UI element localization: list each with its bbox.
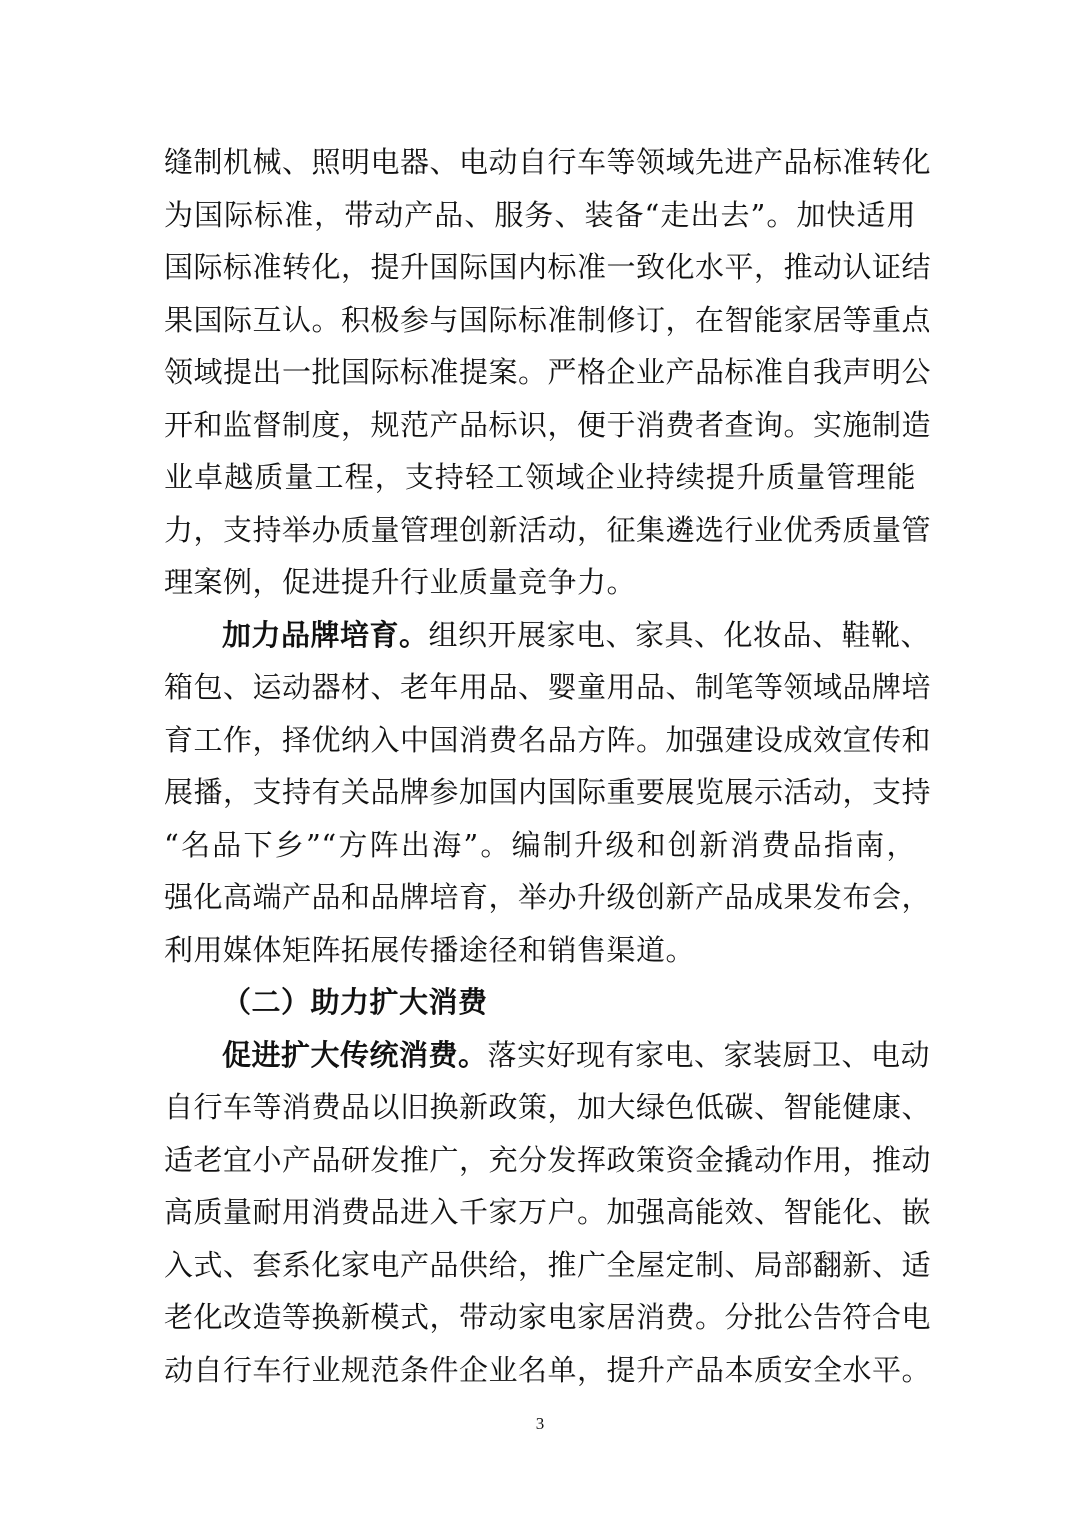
text-line: 育工作，择优纳入中国消费名品方阵。加强建设成效宣传和 [164,722,932,757]
text-line: 展播，支持有关品牌参加国内国际重要展览展示活动，支持 [164,775,932,809]
text-line: 力，支持举办质量管理创新活动，征集遴选行业优秀质量管 [164,512,932,547]
paragraph-lead-rest: 组织开展家电、家具、化妆品、鞋靴、 [428,617,931,652]
paragraph-lead: 促进扩大传统消费。 [222,1037,488,1072]
text-line: 利用媒体矩阵拓展传播途径和销售渠道。 [164,932,696,967]
paragraph-lead-rest: 落实好现有家电、家装厨卫、电动 [487,1037,931,1072]
text-line: “名品下乡”“方阵出海”。编制升级和创新消费品指南， [164,827,916,862]
body-text [164,136,932,1396]
text-line: 为国际标准，带动产品、服务、装备“走出去”。加快适用 [164,197,916,232]
text-line: 高质量耐用消费品进入千家万户。加强高能效、智能化、嵌 [164,1195,932,1229]
paragraph-first-line [164,1029,931,1082]
page-number: 3 [535,1414,545,1433]
text-line: 入式、套系化家电产品供给，推广全屋定制、局部翻新、适 [164,1247,932,1282]
paragraph-first-line [164,609,931,662]
text-line: 老化改造等换新模式，带动家电家居消费。分批公告符合电 [164,1300,932,1334]
text-line: 自行车等消费品以旧换新政策，加大绿色低碳、智能健康、 [164,1090,932,1124]
text-line: 理案例，促进提升行业质量竞争力。 [164,565,637,599]
text-line: 开和监督制度，规范产品标识，便于消费者查询。实施制造 [164,407,932,442]
section-heading: （二）助力扩大消费 [222,985,488,1019]
text-line: 果国际互认。积极参与国际标准制修订，在智能家居等重点 [164,302,932,337]
text-line: 国际标准转化，提升国际国内标准一致化水平，推动认证结 [164,250,932,284]
text-line: 箱包、运动器材、老年用品、婴童用品、制笔等领域品牌培 [164,670,932,704]
text-line: 领域提出一批国际标准提案。严格企业产品标准自我声明公 [164,355,932,389]
text-line: 缝制机械、照明电器、电动自行车等领域先进产品标准转化 [164,145,932,179]
text-line: 业卓越质量工程，支持轻工领域企业持续提升质量管理能 [164,460,916,494]
paragraph-lead: 加力品牌培育。 [222,617,429,652]
text-line: 强化高端产品和品牌培育，举办升级创新产品成果发布会， [164,880,932,914]
text-line: 动自行车行业规范条件企业名单，提升产品本质安全水平。 [164,1352,932,1387]
text-line: 适老宜小产品研发推广，充分发挥政策资金撬动作用，推动 [164,1142,932,1177]
